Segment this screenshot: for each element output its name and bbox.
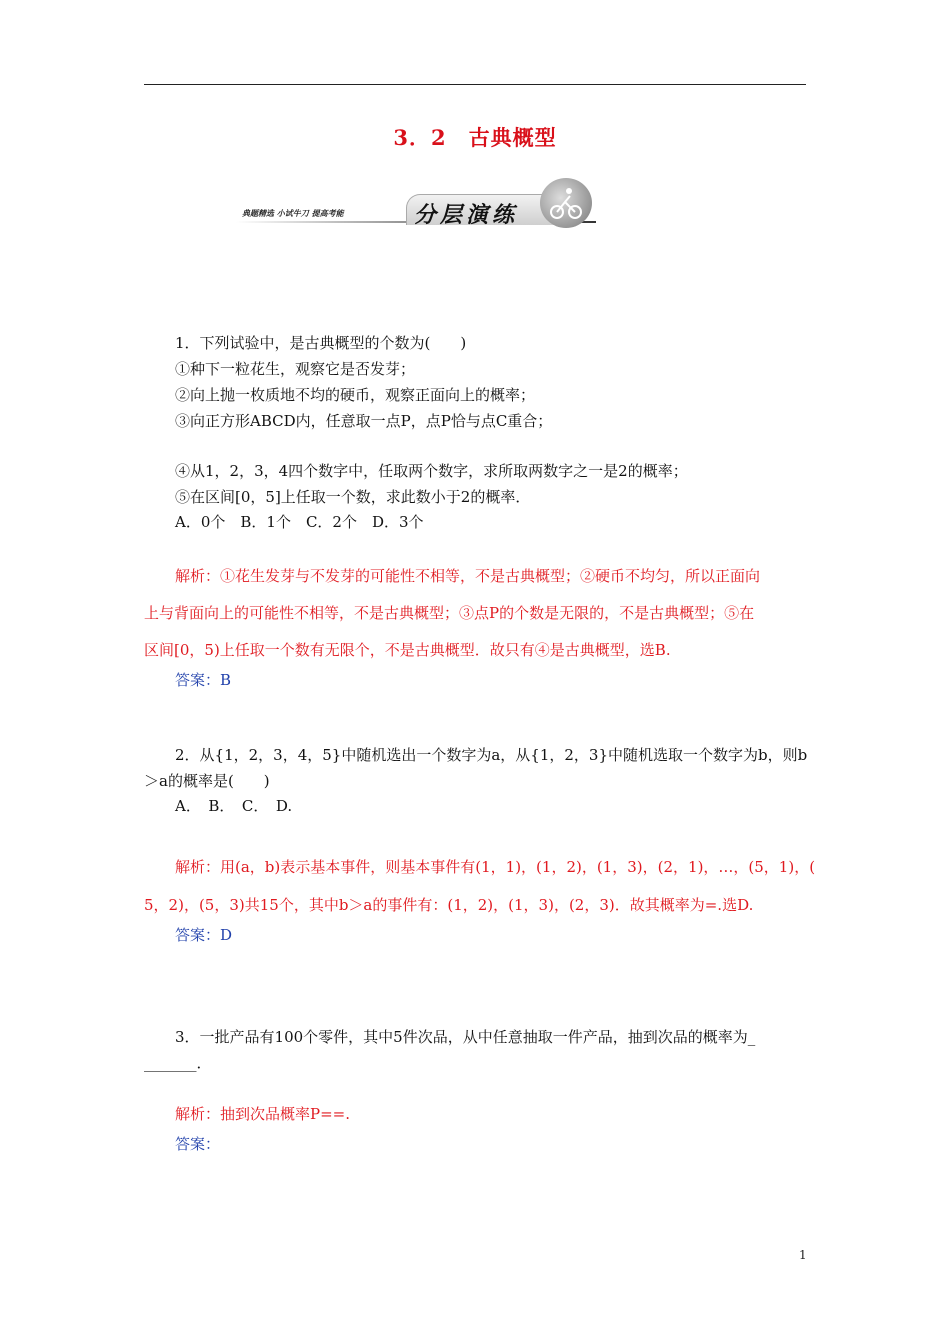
q1-stem: 1．下列试验中，是古典概型的个数为( ) xyxy=(175,334,467,352)
q2-analysis-line-1: 解析：用(a，b)表示基本事件，则基本事件有(1，1)，(1，2)，(1，3)，(2，1)，…，(5，1)，( xyxy=(175,858,816,876)
section-banner xyxy=(236,176,596,228)
q1-analysis-line-1: 解析：①花生发芽与不发芽的可能性不相等，不是古典概型；②硬币不均匀，所以正面向 xyxy=(175,567,761,585)
q3-analysis: 解析：抽到次品概率P==. xyxy=(175,1105,350,1123)
q3-stem-line-1: 3．一批产品有100个零件，其中5件次品，从中任意抽取一件产品，抽到次品的概率为_ xyxy=(175,1028,756,1046)
q1-option-3: ③向正方形ABCD内，任意取一点P，点P恰与点C重合； xyxy=(175,412,553,430)
q1-analysis-line-2: 上与背面向上的可能性不相等，不是古典概型；③点P的个数是无限的，不是古典概型；⑤在 xyxy=(144,604,755,622)
q1-option-1: ①种下一粒花生，观察它是否发芽； xyxy=(175,360,416,378)
q2-choices: A． B． C． D. xyxy=(175,797,293,815)
q1-option-2: ②向上抛一枚质地不均的硬币，观察正面向上的概率； xyxy=(175,386,536,404)
q1-option-5: ⑤在区间[0，5]上任取一个数，求此数小于2的概率． xyxy=(175,488,531,506)
banner-heading: 分层演练 xyxy=(414,202,519,228)
cyclist-icon xyxy=(540,178,592,228)
q2-stem-line-2: ＞a的概率是( ) xyxy=(144,772,270,790)
q2-stem-line-1: 2．从{1，2，3，4，5}中随机选出一个数字为a，从{1，2，3}中随机选取一个数字为b，则b xyxy=(175,746,808,764)
q3-stem-line-2: _______． xyxy=(144,1054,212,1072)
q1-choices: A．0个 B．1个 C．2个 D．3个 xyxy=(175,513,424,531)
page-number: 1 xyxy=(799,1248,807,1262)
q1-analysis-line-3: 区间[0，5)上任取一个数有无限个，不是古典概型．故只有④是古典概型，选B. xyxy=(144,641,671,659)
header-rule xyxy=(144,84,806,85)
q2-analysis-line-2: 5，2)，(5，3)共15个，其中b＞a的事件有：(1，2)，(1，3)，(2，3)．故其概率为=.选D. xyxy=(144,896,754,914)
q1-answer: 答案：B xyxy=(175,671,232,689)
q2-answer: 答案：D xyxy=(175,926,233,944)
page-title: 3．2 古典概型 xyxy=(393,125,557,150)
q3-answer: 答案： xyxy=(175,1135,221,1153)
banner-subtitle: 典题精选 小试牛刀 提高考能 xyxy=(242,208,344,218)
q1-option-4: ④从1，2，3，4四个数字中，任取两个数字，求所取两数字之一是2的概率； xyxy=(175,462,688,480)
